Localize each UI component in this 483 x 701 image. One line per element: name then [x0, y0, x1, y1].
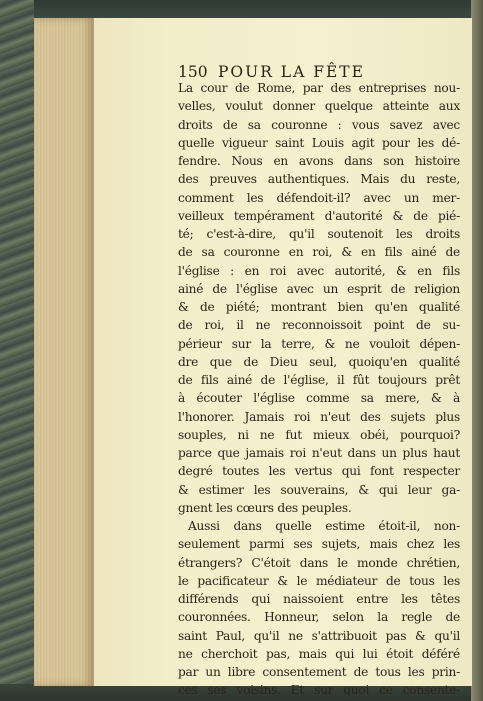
text-line: à écouter l'église comme sa mere, & à [178, 391, 460, 406]
text-line: ainé de l'église avec un esprit de religion [178, 281, 460, 296]
text-line: & de piété; montrant bien qu'en qualité [178, 300, 460, 314]
text-line: quelle vigueur saint Louis agit pour les dé- [178, 135, 460, 150]
book-cover-left [0, 0, 34, 701]
text-line: Aussi dans quelle estime étoit-il, non- [188, 519, 460, 533]
text-line: souples, ni ne fut mieux obéi, pourquoi? [178, 427, 460, 442]
running-head: POUR LA FÊTE [218, 63, 365, 81]
text-line: droits de sa couronne : vous savez avec [178, 117, 460, 132]
text-line: par un libre consentement de tous les prin- [178, 665, 460, 679]
text-line: des preuves authentiques. Mais du reste, [178, 172, 460, 187]
text-line: étrangers? C'étoit dans le monde chrétien, [178, 555, 460, 570]
book-cover-top [0, 0, 483, 20]
text-line: parce que jamais roi n'eut dans un plus haut [178, 446, 460, 460]
text-line: & estimer les souverains, & qui leur ga- [178, 482, 460, 497]
text-line: gnent les cœurs des peuples. [178, 500, 352, 515]
text-line: dre que de Dieu seul, quoiqu'en qualité [178, 354, 460, 369]
text-line: de fils ainé de l'église, il fût toujours prêt [178, 373, 460, 387]
text-line: veilleux tempérament d'autorité & de pié- [178, 208, 460, 223]
text-line: té; c'est-à-dire, qu'il soutenoit les droits [178, 227, 460, 241]
book-cover-right [471, 0, 483, 701]
text-line: de roi, il ne reconnoissoit point de su- [178, 318, 460, 333]
text-line: périeur sur la terre, & ne vouloit dépen- [178, 336, 460, 351]
text-line: ces ses voisins. Et sur quoi ce consente- [178, 683, 460, 698]
body-text [178, 79, 460, 700]
text-line: ne cherchoit pas, mais qui lui étoit déféré [178, 646, 460, 661]
text-line: seulement parmi ses sujets, mais chez les [178, 537, 460, 552]
text-line: différends qui naissoient entre les têtes [178, 592, 460, 606]
text-line: saint Paul, qu'il ne s'attribuoit pas & qu'il [178, 628, 460, 643]
text-line: velles, voulut donner quelque atteinte aux [178, 99, 460, 114]
text-line: couronnées. Honneur, selon la regle de [178, 610, 460, 625]
text-line: comment les défendoit-il? avec un mer- [178, 190, 460, 205]
page-edges [34, 18, 94, 686]
text-line: le pacificateur & le médiateur de tous les [178, 573, 460, 588]
text-line: de sa couronne en roi, & en fils ainé de [178, 245, 460, 260]
text-line: degré toutes les vertus qui font respecter [178, 464, 460, 479]
text-line: l'église : en roi avec autorité, & en fils [178, 263, 460, 278]
text-line: La cour de Rome, par des entreprises nou- [178, 81, 460, 95]
text-line: fendre. Nous en avons dans son histoire [178, 154, 460, 168]
page-number: 150 [178, 63, 208, 81]
text-line: l'honorer. Jamais roi n'eut des sujets plus [178, 409, 460, 424]
